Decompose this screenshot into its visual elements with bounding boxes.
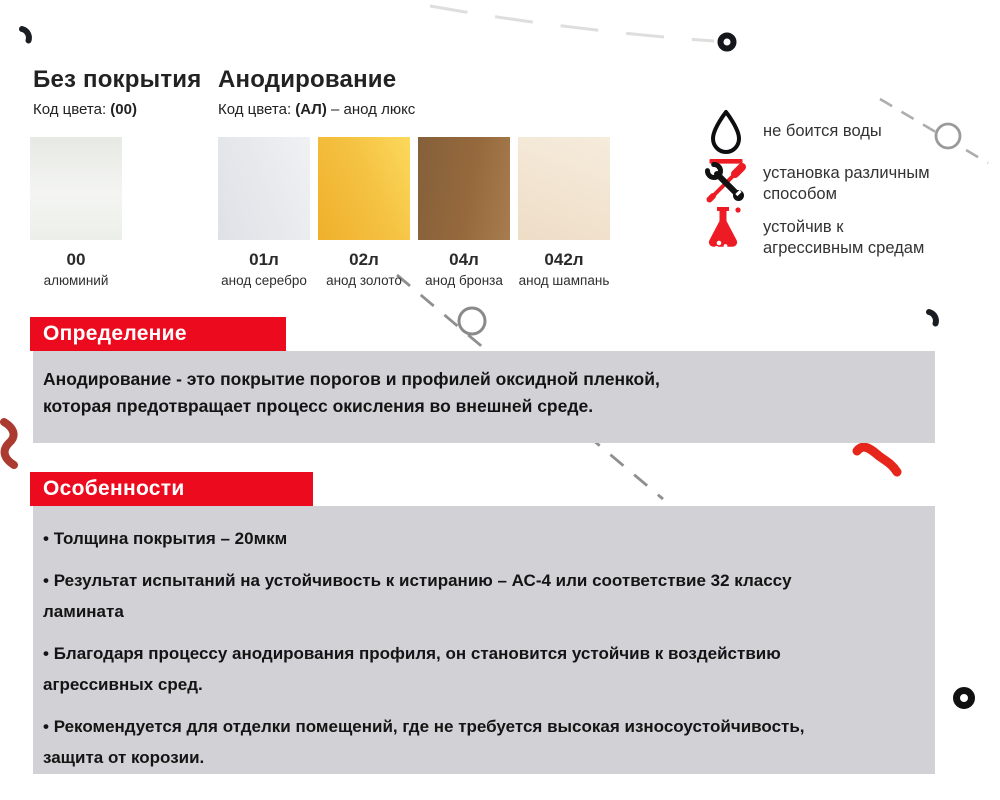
flask-icon bbox=[703, 205, 749, 262]
swatch-aluminium bbox=[26, 137, 126, 288]
donut-dot-bottom-icon bbox=[957, 691, 972, 706]
anodized-header bbox=[218, 66, 415, 118]
definition-box bbox=[33, 351, 935, 443]
benefit-label: не боится воды bbox=[763, 122, 882, 140]
swatch-champagne bbox=[514, 137, 614, 288]
swatch-code: 04л bbox=[449, 250, 479, 269]
swatch-aluminium-chip bbox=[30, 137, 122, 240]
benefit-label: устойчив к агрессивным средам bbox=[763, 218, 925, 257]
red-scribble-right-icon bbox=[857, 447, 897, 472]
swatch-bronze-chip bbox=[418, 137, 510, 240]
comma-mark-right-icon bbox=[929, 312, 936, 324]
donut-dot-top-icon bbox=[721, 36, 734, 49]
features-box bbox=[33, 506, 935, 774]
uncoated-title: Без покрытия bbox=[33, 66, 202, 93]
benefit-installation bbox=[703, 161, 930, 210]
uncoated-header bbox=[33, 66, 201, 118]
red-scribble-left-icon bbox=[4, 422, 14, 465]
swatch-name: анод шампань bbox=[518, 273, 610, 288]
benefit-label: установка различным способом bbox=[763, 164, 930, 203]
swatch-code: 02л bbox=[349, 250, 379, 269]
definition-text-line: которая предотвращает процесс окисления во внешней среде. bbox=[43, 396, 594, 416]
circle-node-right-icon bbox=[936, 124, 960, 148]
swatch-gold-chip bbox=[318, 137, 410, 240]
uncoated-color-code: Код цвета: (00) bbox=[33, 101, 137, 118]
comma-mark-top-left-icon bbox=[22, 29, 29, 41]
swatch-name: анод бронза bbox=[425, 273, 503, 288]
swatch-name: алюминий bbox=[43, 273, 109, 288]
features-heading: Особенности bbox=[30, 472, 313, 506]
swatch-code: 01л bbox=[249, 250, 279, 269]
feature-item: • Результат испытаний на устойчивость к истиранию – АС-4 или соответствие 32 классу ламината bbox=[43, 565, 917, 627]
benefit-chemical bbox=[703, 205, 924, 262]
circle-node-middle-icon bbox=[459, 308, 485, 334]
feature-item: • Благодаря процессу анодирования профиля, он становится устойчив к воздействию агрессивных сред. bbox=[43, 638, 917, 700]
swatch-champagne-chip bbox=[518, 137, 610, 240]
features-list bbox=[43, 523, 917, 773]
swatch-bronze bbox=[414, 137, 514, 288]
swatch-code: 00 bbox=[66, 250, 86, 269]
swatch-silver-chip bbox=[218, 137, 310, 240]
feature-item: • Рекомендуется для отделки помещений, где не требуется высокая износоустойчивость, защита от корозии. bbox=[43, 711, 917, 773]
definition-heading: Определение bbox=[30, 317, 286, 351]
swatch-gold bbox=[314, 137, 414, 288]
swatch-code: 042л bbox=[544, 250, 584, 269]
swatch-name: анод серебро bbox=[221, 273, 307, 288]
dashed-line-right bbox=[880, 99, 988, 163]
definition-text-line: Анодирование - это покрытие порогов и профилей оксидной пленкой, bbox=[43, 369, 660, 389]
dashed-line-top bbox=[430, 6, 714, 41]
feature-item: • Толщина покрытия – 20мкм bbox=[43, 523, 917, 554]
swatch-name: анод золото bbox=[326, 273, 402, 288]
swatch-silver bbox=[214, 137, 314, 288]
anodized-color-code: Код цвета: (АЛ) – анод люкс bbox=[218, 101, 416, 118]
anodized-title: Анодирование bbox=[218, 66, 397, 93]
tools-icon bbox=[703, 161, 749, 210]
